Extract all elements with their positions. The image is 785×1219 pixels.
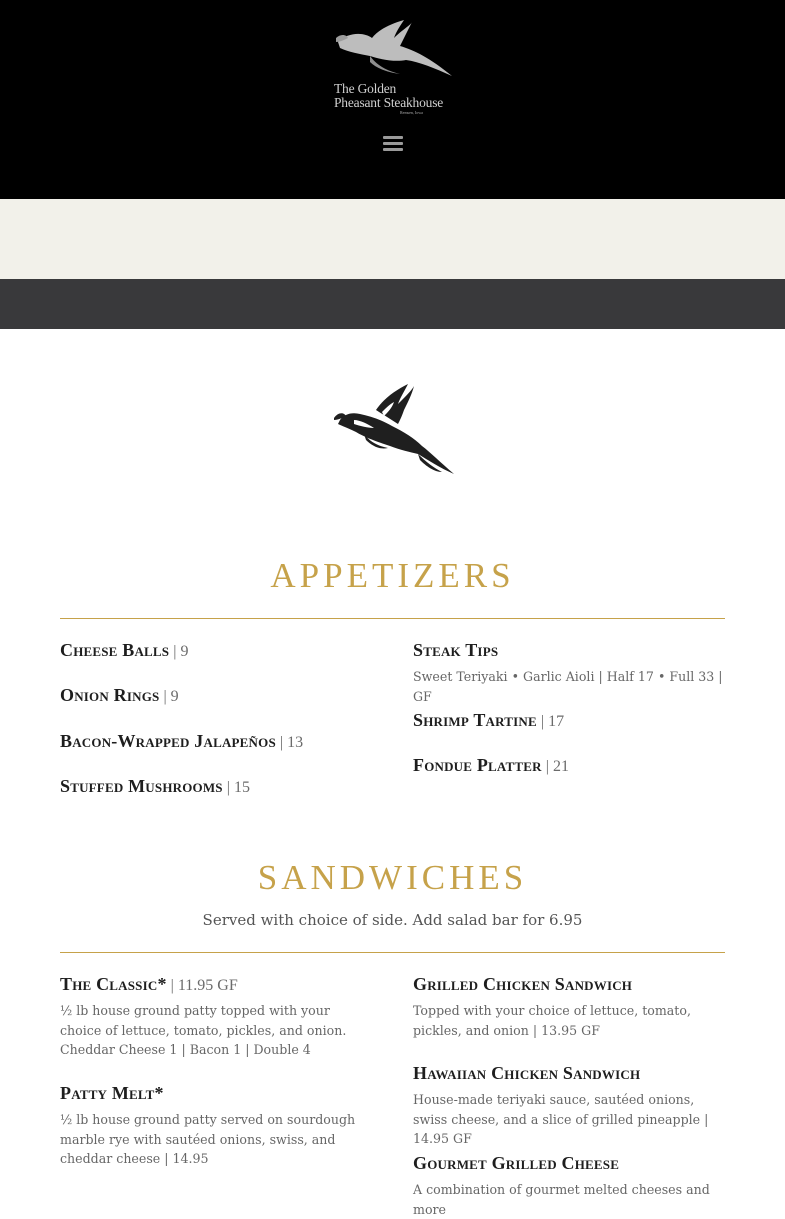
site-logo[interactable] xyxy=(330,16,456,120)
hero-band xyxy=(0,199,785,279)
item-price: | 21 xyxy=(545,758,569,775)
item-name: Gourmet Grilled Cheese xyxy=(413,1153,620,1173)
pheasant-logo-icon xyxy=(330,16,456,88)
item-price: | 17 xyxy=(540,713,565,730)
menu-item xyxy=(413,640,725,706)
logo-line-2: Pheasant Steakhouse xyxy=(334,95,444,110)
item-name: Patty Melt* xyxy=(60,1083,164,1103)
item-name: Hawaiian Chicken Sandwich xyxy=(413,1063,641,1083)
item-description: ½ lb house ground patty served on sourdough marble rye with sautéed onions, swiss, and cheddar cheese | 14.95 xyxy=(60,1112,356,1166)
item-description: Topped with your choice of lettuce, tomato, pickles, and onion | 13.95 GF xyxy=(413,1003,691,1038)
menu-item xyxy=(60,776,250,797)
menu-item xyxy=(413,755,569,776)
appetizers-divider xyxy=(60,618,725,619)
site-header xyxy=(0,0,785,199)
appetizers-title: APPETIZERS xyxy=(270,556,515,595)
item-name: Onion Rings xyxy=(60,685,160,705)
item-name: Fondue Platter xyxy=(413,755,542,775)
item-price: | 15 xyxy=(226,779,250,796)
item-name: Steak Tips xyxy=(413,640,499,660)
item-name: Shrimp Tartine xyxy=(413,710,537,730)
nav-band xyxy=(0,279,785,329)
hamburger-icon[interactable] xyxy=(381,133,405,153)
item-price: | 11.95 GF xyxy=(170,977,238,994)
menu-item xyxy=(413,974,713,1040)
menu-item xyxy=(60,640,188,661)
item-name: Bacon-Wrapped Jalapeños xyxy=(60,731,276,751)
item-name: Stuffed Mushrooms xyxy=(60,776,223,796)
item-price: | 9 xyxy=(173,643,189,660)
menu-item xyxy=(60,974,372,1060)
sandwiches-title: SANDWICHES xyxy=(257,858,528,897)
sandwiches-note: Served with choice of side. Add salad bar for 6.95 xyxy=(202,911,583,929)
menu-item xyxy=(413,1063,725,1149)
item-price: | 13 xyxy=(279,734,304,751)
item-name: Grilled Chicken Sandwich xyxy=(413,974,633,994)
item-description: A combination of gourmet melted cheeses and more xyxy=(413,1182,710,1217)
item-description: ½ lb house ground patty topped with your choice of lettuce, tomato, pickles, and onion. Cheddar Cheese 1 | Bacon 1 | Double 4 xyxy=(60,1003,347,1057)
item-name: The Classic* xyxy=(60,974,167,994)
logo-text xyxy=(334,82,458,110)
item-description: Sweet Teriyaki • Garlic Aioli | Half 17 • Full 33 | GF xyxy=(413,669,723,704)
logo-subtitle: Remsen, Iowa xyxy=(400,110,423,115)
menu-item xyxy=(60,731,303,752)
item-description: House-made teriyaki sauce, sautéed onions, swiss cheese, and a slice of grilled pineapple | 14.95 GF xyxy=(413,1092,709,1146)
sandwiches-divider xyxy=(60,952,725,953)
menu-item xyxy=(413,1153,725,1219)
item-price: | 9 xyxy=(163,688,179,705)
menu-item xyxy=(60,685,179,706)
item-name: Cheese Balls xyxy=(60,640,170,660)
logo-line-1: The Golden xyxy=(334,81,397,96)
menu-item xyxy=(413,710,564,731)
pheasant-icon xyxy=(330,380,456,478)
menu-item xyxy=(60,1083,360,1169)
